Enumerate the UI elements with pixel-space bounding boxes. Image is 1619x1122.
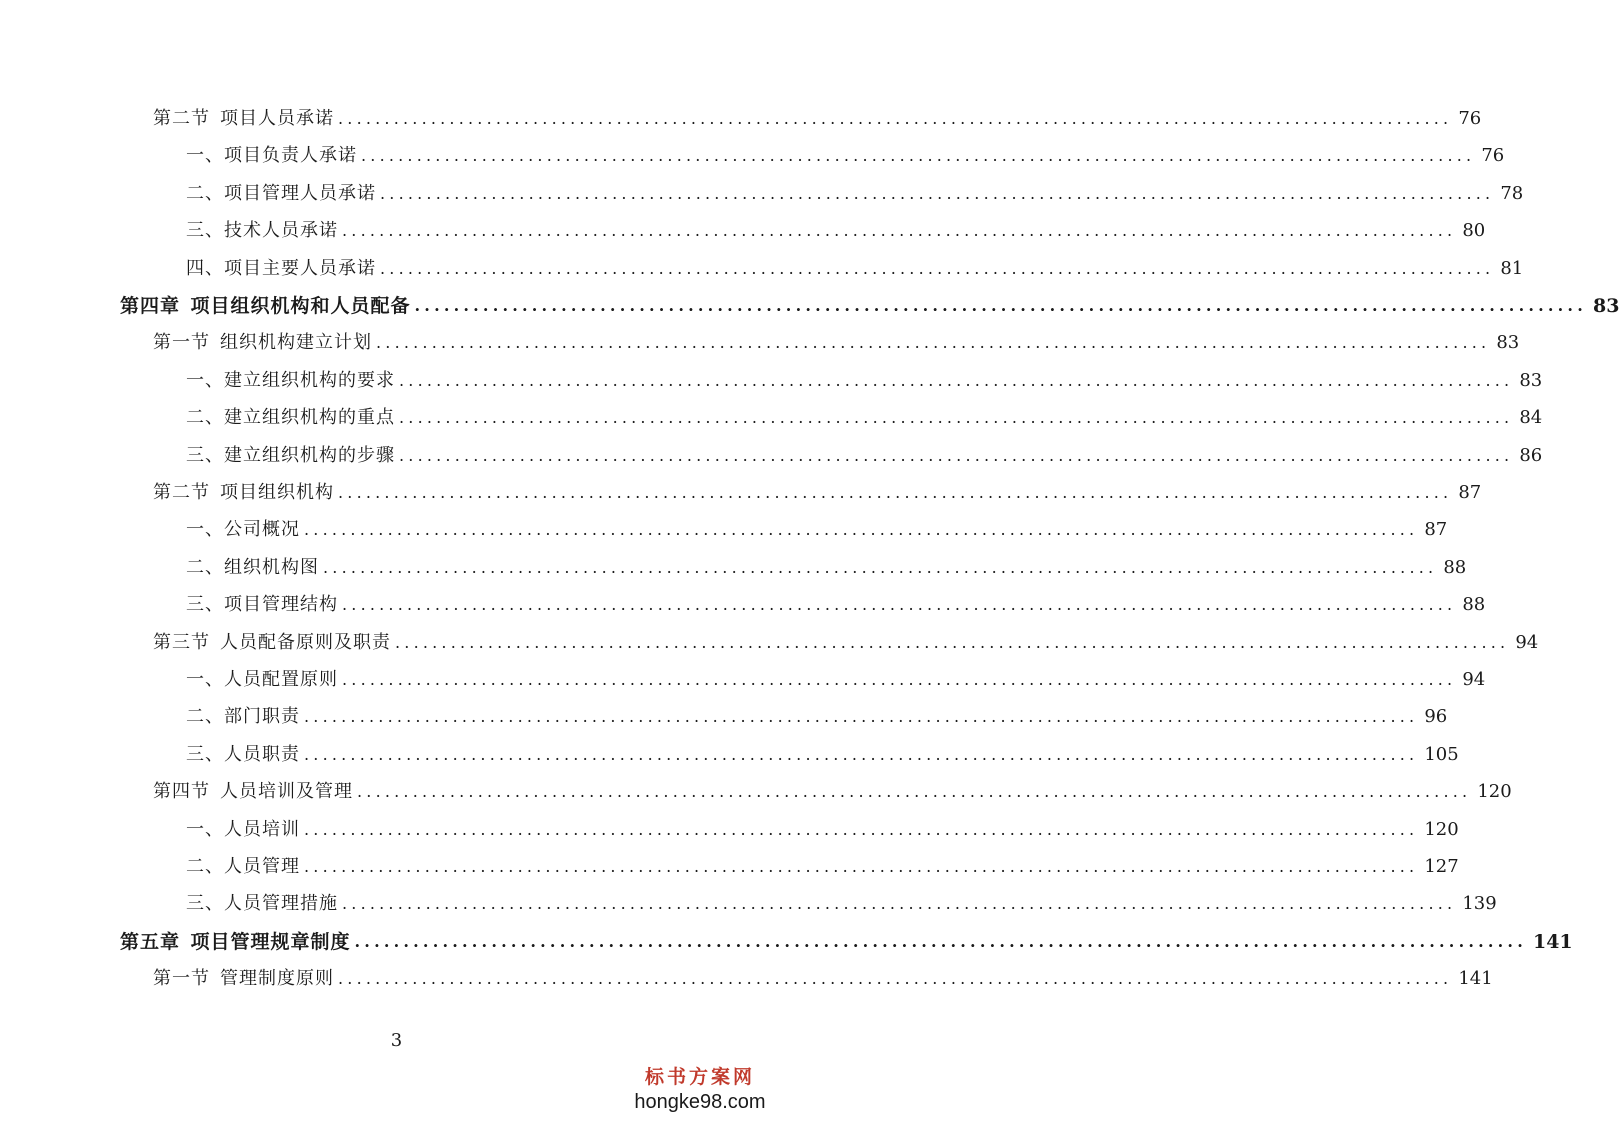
toc-page: 127 <box>1424 856 1459 877</box>
toc-leader: ........................................................................................................................ <box>342 894 1457 914</box>
toc-leader: ........................................................................................................................ <box>304 520 1419 540</box>
toc-page: 83 <box>1496 332 1520 354</box>
toc-leader: ........................................................................................................................ <box>395 632 1510 652</box>
toc-label <box>153 104 334 134</box>
toc-page: 88 <box>1443 556 1467 578</box>
toc-prefix: 第一节 <box>153 968 210 990</box>
toc-leader: ........................................................................................................................ <box>376 333 1491 353</box>
toc-label <box>186 740 300 770</box>
toc-leader: ........................................................................................................................ <box>357 782 1472 802</box>
toc-title: 项目组织机构和人员配备 <box>190 295 411 317</box>
toc-label <box>186 216 338 246</box>
toc-prefix: 一、 <box>186 369 224 391</box>
toc-label <box>186 515 300 545</box>
toc-title: 人员管理措施 <box>224 893 338 915</box>
toc-leader: ........................................................................................................................ <box>304 707 1419 727</box>
toc-leader: ........................................................................................................................ <box>342 595 1457 615</box>
toc-leader: ........................................................................................................................ <box>399 408 1514 428</box>
toc-page: 120 <box>1424 818 1459 840</box>
toc-item[interactable] <box>186 179 1524 209</box>
toc-item[interactable] <box>186 254 1524 284</box>
toc-prefix: 二、 <box>186 856 224 877</box>
toc-label <box>186 815 300 845</box>
toc-prefix: 二、 <box>186 182 224 204</box>
toc-label <box>186 179 376 209</box>
toc-title: 项目管理结构 <box>224 594 338 616</box>
toc-title: 项目管理人员承诺 <box>224 182 376 204</box>
toc-prefix: 三、 <box>186 220 224 242</box>
toc-page: 96 <box>1424 706 1448 728</box>
toc-label <box>186 403 395 433</box>
toc-label <box>186 889 338 919</box>
toc-leader: ........................................................................................................................ <box>304 819 1419 839</box>
toc-label <box>153 478 334 508</box>
toc-prefix: 三、 <box>186 743 224 765</box>
toc-chapter[interactable] <box>120 927 1573 957</box>
toc-item[interactable] <box>186 515 1448 545</box>
toc-section[interactable] <box>153 104 1482 134</box>
toc-item[interactable] <box>186 702 1448 732</box>
toc-section[interactable] <box>153 328 1520 358</box>
toc-item[interactable] <box>186 889 1497 919</box>
toc-label <box>186 553 319 583</box>
toc-item[interactable] <box>186 441 1543 471</box>
toc-label <box>186 441 395 471</box>
toc-title: 项目负责人承诺 <box>224 145 357 167</box>
toc-item[interactable] <box>186 553 1467 583</box>
toc-title: 建立组织机构的要求 <box>224 369 395 391</box>
toc-page: 83 <box>1519 369 1543 391</box>
toc-item[interactable] <box>186 665 1486 695</box>
toc-prefix: 第四节 <box>153 781 210 803</box>
toc-item[interactable] <box>186 815 1459 845</box>
toc-title: 人员管理 <box>224 856 300 877</box>
toc-label <box>186 590 338 620</box>
toc-section[interactable] <box>153 777 1512 807</box>
toc-prefix: 第二节 <box>153 482 210 503</box>
page-number: 3 <box>390 1030 403 1051</box>
toc-title: 公司概况 <box>224 519 300 541</box>
toc-page: 141 <box>1458 968 1493 990</box>
toc-leader: ........................................................................................................................ <box>338 969 1453 989</box>
toc-title: 人员培训 <box>224 818 300 840</box>
toc-page: 83 <box>1592 295 1619 317</box>
toc-title: 管理制度原则 <box>220 968 334 990</box>
toc-page: 86 <box>1519 444 1543 466</box>
toc-title: 项目人员承诺 <box>220 108 334 129</box>
toc-page: 94 <box>1515 631 1539 653</box>
toc-page: 76 <box>1481 145 1505 167</box>
toc-title: 人员职责 <box>224 743 300 765</box>
toc-leader: ........................................................................................................................ <box>414 296 1587 315</box>
toc-label <box>120 291 411 321</box>
toc-prefix: 第一节 <box>153 332 210 354</box>
toc-page: 80 <box>1462 220 1486 242</box>
toc-prefix: 第三节 <box>153 631 210 653</box>
toc-item[interactable] <box>186 403 1543 433</box>
toc-section[interactable] <box>153 964 1493 994</box>
toc-leader: ........................................................................................................................ <box>304 857 1419 876</box>
toc-prefix: 三、 <box>186 444 224 466</box>
toc-section[interactable] <box>153 628 1539 658</box>
toc-label <box>186 141 357 171</box>
toc-page: 94 <box>1462 669 1486 690</box>
toc-prefix: 一、 <box>186 669 224 690</box>
toc-label <box>186 852 300 882</box>
toc-leader: ........................................................................................................................ <box>342 670 1457 689</box>
toc-page: 87 <box>1424 519 1448 541</box>
toc-label <box>120 927 351 957</box>
toc-leader: ........................................................................................................................ <box>399 445 1514 465</box>
toc-prefix: 一、 <box>186 818 224 840</box>
toc-leader: ........................................................................................................................ <box>399 370 1514 390</box>
toc-leader: ........................................................................................................................ <box>354 931 1527 951</box>
toc-title: 项目管理规章制度 <box>190 930 351 953</box>
toc-title: 项目主要人员承诺 <box>224 257 376 279</box>
toc-item[interactable] <box>186 852 1459 882</box>
toc-prefix: 二、 <box>186 407 224 429</box>
toc-item[interactable] <box>186 366 1543 396</box>
toc-page: 105 <box>1424 743 1459 765</box>
toc-page: 141 <box>1532 930 1573 953</box>
toc-leader: ........................................................................................................................ <box>338 109 1453 128</box>
toc-title: 建立组织机构的步骤 <box>224 444 395 466</box>
watermark-name: 标书方案网 <box>644 1066 755 1088</box>
toc-label <box>153 328 372 358</box>
toc-page: 87 <box>1458 482 1482 503</box>
toc-label <box>153 964 334 994</box>
toc-page: 81 <box>1500 257 1524 279</box>
toc-item[interactable] <box>186 216 1486 246</box>
toc-prefix: 一、 <box>186 145 224 167</box>
toc-leader: ........................................................................................................................ <box>380 183 1495 203</box>
toc-prefix: 三、 <box>186 594 224 616</box>
toc-title: 技术人员承诺 <box>224 220 338 242</box>
toc-page: 88 <box>1462 594 1486 616</box>
toc-label <box>186 702 300 732</box>
toc-leader: ........................................................................................................................ <box>342 221 1457 241</box>
toc-prefix: 二、 <box>186 556 224 578</box>
toc-page: 84 <box>1519 407 1543 429</box>
toc-title: 组织机构建立计划 <box>220 332 372 354</box>
toc-title: 人员培训及管理 <box>220 781 353 803</box>
toc-label <box>153 628 391 658</box>
toc-label <box>186 254 376 284</box>
toc-leader: ........................................................................................................................ <box>304 744 1419 764</box>
toc-chapter[interactable] <box>120 291 1619 321</box>
toc-title: 部门职责 <box>224 706 300 728</box>
toc-leader: ........................................................................................................................ <box>361 146 1476 166</box>
toc-prefix: 三、 <box>186 893 224 915</box>
watermark-url[interactable]: hongke98.com <box>634 1091 766 1113</box>
toc-leader: ........................................................................................................................ <box>323 557 1438 577</box>
toc-section[interactable] <box>153 478 1482 508</box>
toc-title: 组织机构图 <box>224 556 319 578</box>
toc-title: 人员配备原则及职责 <box>220 631 391 653</box>
toc-page: 120 <box>1477 781 1512 803</box>
toc-label <box>186 665 338 695</box>
toc-label <box>186 366 395 396</box>
toc-item[interactable] <box>186 740 1459 770</box>
toc-prefix: 二、 <box>186 706 224 728</box>
toc-prefix: 第四章 <box>120 295 181 317</box>
toc-title: 项目组织机构 <box>220 482 334 503</box>
watermark[interactable] <box>625 1065 775 1115</box>
toc-leader: ........................................................................................................................ <box>380 258 1495 278</box>
toc-label <box>153 777 353 807</box>
toc-item[interactable] <box>186 590 1486 620</box>
toc-page: 78 <box>1500 182 1524 204</box>
toc-prefix: 一、 <box>186 519 224 541</box>
toc-leader: ........................................................................................................................ <box>338 483 1453 502</box>
toc-prefix: 第五章 <box>120 930 181 953</box>
toc-page: 139 <box>1462 893 1497 915</box>
toc-prefix: 四、 <box>186 257 224 279</box>
toc-title: 人员配置原则 <box>224 669 338 690</box>
toc-title: 建立组织机构的重点 <box>224 407 395 429</box>
toc-page: 76 <box>1458 108 1482 129</box>
toc-prefix: 第二节 <box>153 108 210 129</box>
toc-item[interactable] <box>186 141 1505 171</box>
